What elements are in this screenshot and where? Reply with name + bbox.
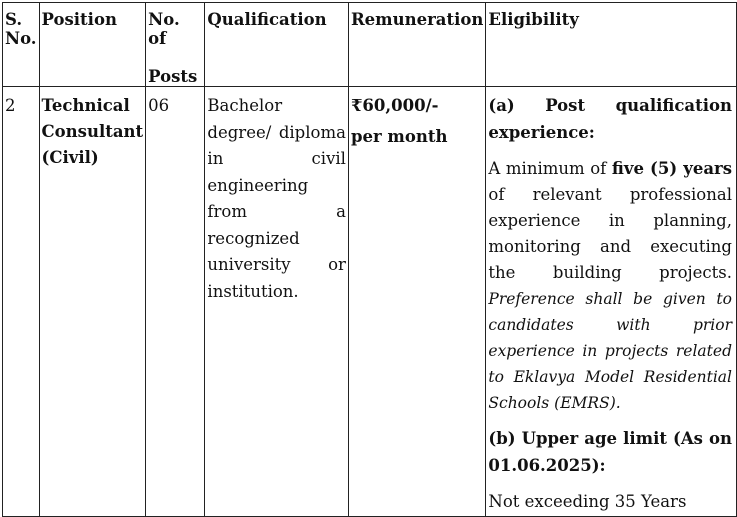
eligibility-b-heading: (b) Upper age limit (As on 01.06.2025):	[488, 429, 732, 475]
cell-eligibility	[486, 87, 737, 517]
experience-post: of relevant professional experience in planning, monitoring and executing the building projects.	[488, 185, 732, 282]
eligibility-a-heading	[488, 93, 732, 120]
experience-text	[488, 156, 732, 416]
header-eligibility: Eligibility	[486, 3, 737, 87]
cell-qualification: Bachelor degree/ diploma in civil engineering from a recognized university or institution.	[205, 87, 349, 517]
cell-posts: 06	[146, 87, 205, 517]
eligibility-a-word3: experience:	[488, 122, 595, 142]
header-position: Position	[39, 3, 146, 87]
remuneration-period: per month	[350, 126, 448, 146]
preference-note: Preference shall be given to candidates with prior experience in projects related to Eklavya Model Residential Schools (EMRS).	[488, 290, 732, 412]
vacancy-table	[2, 2, 737, 517]
experience-pre: A minimum of	[488, 159, 612, 178]
table-row	[3, 87, 737, 517]
header-posts	[146, 3, 205, 87]
header-remuneration: Remuneration	[348, 3, 485, 87]
remuneration-amount: ₹60,000/-	[350, 96, 439, 115]
cell-position: Technical Consultant (Civil)	[39, 87, 146, 517]
experience-duration: five (5) years	[611, 159, 732, 178]
cell-remuneration	[348, 87, 485, 517]
header-posts-line1: No. of	[148, 10, 180, 48]
eligibility-a-label: (a)	[488, 96, 515, 115]
cell-sno: 2	[3, 87, 40, 517]
header-sno: S. No.	[3, 3, 40, 87]
table-header-row	[3, 3, 737, 87]
header-qualification: Qualification	[205, 3, 349, 87]
header-posts-line2: Posts	[148, 67, 198, 86]
eligibility-a-word2: qualification	[615, 96, 732, 115]
age-limit-text: Not exceeding 35 Years	[488, 492, 687, 511]
eligibility-a-word1: Post	[545, 96, 586, 115]
